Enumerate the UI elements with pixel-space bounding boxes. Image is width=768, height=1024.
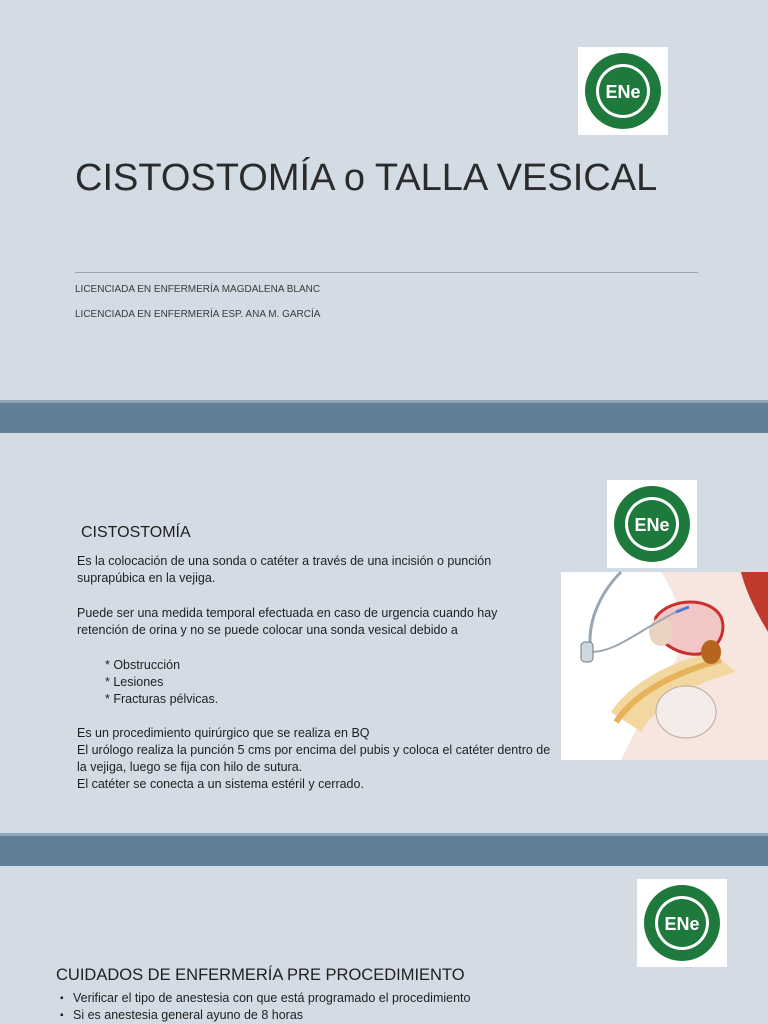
procedure-line: El catéter se conecta a un sistema estéril y cerrado. bbox=[77, 777, 364, 791]
slide-title bbox=[0, 0, 768, 400]
section-heading: CISTOSTOMÍA bbox=[81, 524, 191, 541]
indication-paragraph: Puede ser una medida temporal efectuada en caso de urgencia cuando hay retención de orina y no se puede colocar una sonda vesical debido a bbox=[77, 606, 498, 637]
svg-text:ENe: ENe bbox=[664, 914, 700, 934]
ene-logo-icon bbox=[637, 879, 727, 967]
anatomy-illustration bbox=[561, 572, 768, 760]
title-divider bbox=[75, 272, 698, 273]
slide-separator bbox=[0, 400, 768, 433]
slide-cistostomia bbox=[0, 433, 768, 833]
author-line: LICENCIADA EN ENFERMERÍA MAGDALENA BLANC bbox=[75, 284, 321, 295]
ene-logo-icon bbox=[607, 480, 697, 568]
list-item: * Fracturas pélvicas. bbox=[105, 692, 219, 706]
list-item: ▪ Verificar el tipo de anestesia con que está programado el procedimiento bbox=[60, 990, 470, 1007]
svg-text:ENe: ENe bbox=[605, 82, 641, 102]
procedure-line: El urólogo realiza la punción 5 cms por encima del pubis y coloca el catéter dentro de la vejiga, luego se fija con hilo de sutura. bbox=[77, 743, 551, 774]
ene-logo bbox=[607, 480, 697, 568]
list-item: * Obstrucción bbox=[105, 658, 181, 672]
list-item: ▪ Si es anestesia general ayuno de 8 horas bbox=[60, 1007, 470, 1024]
procedure-paragraph bbox=[77, 725, 562, 793]
definition-paragraph: Es la colocación de una sonda o catéter a través de una incisión o punción suprapúbica en la vejiga. bbox=[77, 554, 492, 585]
list-item: * Lesiones bbox=[105, 675, 164, 689]
svg-text:ENe: ENe bbox=[634, 515, 670, 535]
section-heading: CUIDADOS DE ENFERMERÍA PRE PROCEDIMIENTO bbox=[56, 966, 465, 984]
ene-logo bbox=[578, 47, 668, 135]
ene-logo-icon bbox=[578, 47, 668, 135]
procedure-line: Es un procedimiento quirúrgico que se realiza en BQ bbox=[77, 726, 370, 740]
slide-separator bbox=[0, 833, 768, 866]
presentation-title: CISTOSTOMÍA o TALLA VESICAL bbox=[75, 157, 658, 199]
indication-list bbox=[105, 657, 218, 708]
author-line: LICENCIADA EN ENFERMERÍA ESP. ANA M. GARCÍA bbox=[75, 309, 321, 320]
suprapubic-catheter-illustration bbox=[561, 572, 768, 760]
ene-logo bbox=[637, 879, 727, 967]
care-list bbox=[60, 990, 470, 1024]
slide-pre-procedure-care bbox=[0, 866, 768, 1024]
